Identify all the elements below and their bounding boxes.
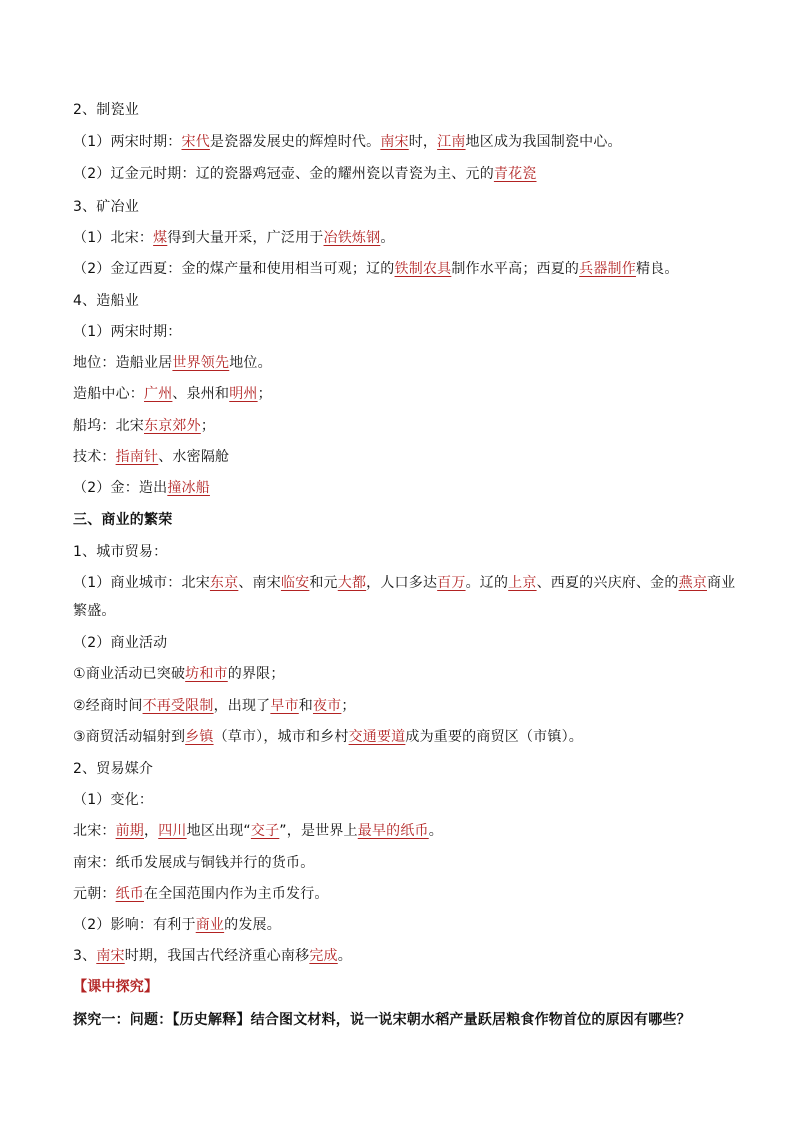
text-line	[73, 478, 210, 498]
highlighted-answer: 百万	[437, 575, 466, 591]
highlighted-answer: 交通要道	[348, 729, 406, 745]
text-line	[73, 727, 583, 747]
text-line	[73, 1010, 691, 1030]
text-segment: 是瓷器发展史的辉煌时代。	[209, 134, 381, 150]
text-segment: 在全国范围内作为主币发行。	[144, 886, 329, 902]
text-line	[73, 228, 395, 248]
text-line	[73, 977, 158, 997]
text-line	[73, 100, 139, 120]
text-segment: （2）影响：有利于	[73, 917, 196, 933]
text-segment: ；	[341, 698, 356, 714]
highlighted-answer: 广州	[144, 386, 173, 402]
text-segment: 三、商业的繁荣	[73, 512, 173, 528]
text-segment: 技术：	[73, 449, 116, 465]
highlighted-answer: 冶铁炼钢	[323, 230, 381, 246]
section-heading: 【课中探究】	[73, 979, 159, 995]
text-segment: 得到大量开采，广泛用于	[167, 230, 324, 246]
text-line	[73, 132, 622, 152]
text-line	[73, 853, 314, 873]
text-segment: 2、制瓷业	[73, 102, 139, 118]
highlighted-answer: 南宋	[96, 948, 125, 964]
text-segment: ；	[200, 418, 216, 434]
text-line	[73, 291, 139, 311]
text-line	[73, 416, 215, 436]
text-line	[73, 573, 735, 593]
text-segment: 。	[380, 230, 395, 246]
highlighted-answer: 上京	[508, 575, 537, 591]
text-segment: 、西夏的兴庆府、金的	[536, 575, 679, 591]
highlighted-answer: 前期	[115, 823, 145, 839]
text-line	[73, 164, 537, 184]
text-segment: 。辽的	[465, 575, 509, 591]
text-segment: 3、	[73, 948, 97, 964]
text-segment: ；	[257, 386, 272, 402]
highlighted-answer: 不再受限制	[142, 698, 214, 714]
highlighted-answer: 纸币	[115, 886, 145, 902]
highlighted-answer: 指南针	[115, 449, 159, 465]
highlighted-answer: 青花瓷	[493, 166, 537, 182]
highlighted-answer: 世界领先	[172, 355, 230, 371]
text-segment: 的发展。	[224, 917, 281, 933]
highlighted-answer: 燕京	[678, 575, 707, 591]
text-segment: （1）商业城市：北宋	[73, 575, 210, 591]
text-segment: ，	[144, 823, 159, 839]
highlighted-answer: 乡镇	[185, 729, 214, 745]
text-line	[73, 915, 281, 935]
highlighted-answer: 最早的纸币	[357, 823, 429, 839]
text-segment: 成为重要的商贸区（市镇）。	[405, 729, 583, 745]
text-segment: 南宋：纸币发展成与铜钱并行的货币。	[73, 855, 315, 871]
text-segment: 精良。	[635, 261, 679, 277]
text-segment: 、泉州和	[172, 386, 230, 402]
text-line	[73, 759, 153, 779]
text-segment: 地区成为我国制瓷中心。	[465, 134, 622, 150]
text-segment: 北宋：	[73, 823, 116, 839]
text-segment: 1、城市贸易：	[73, 544, 168, 560]
text-segment: ，人口多达	[366, 575, 438, 591]
text-line	[73, 510, 172, 530]
highlighted-answer: 宋代	[181, 134, 210, 150]
text-segment: 时期，我国古代经济重心南移	[124, 948, 310, 964]
text-line	[73, 821, 443, 841]
text-segment: ①商业活动已突破	[73, 666, 186, 682]
text-segment: （1）两宋时期：	[73, 134, 182, 150]
text-segment: （2）辽金元时期：辽的瓷器鸡冠壶、金的耀州瓷以青瓷为主、元的	[73, 166, 494, 182]
text-line	[73, 197, 139, 217]
text-segment: （草市），城市和乡村	[213, 729, 349, 745]
text-segment: （2）金：造出	[73, 480, 168, 496]
highlighted-answer: 夜市	[312, 698, 342, 714]
text-segment: （1）两宋时期：	[73, 324, 182, 340]
text-line	[73, 259, 679, 279]
highlighted-answer: 东京	[209, 575, 239, 591]
text-line	[73, 790, 153, 810]
text-segment: 地位。	[229, 355, 272, 371]
highlighted-answer: 东京郊外	[144, 418, 201, 434]
text-segment: 。	[337, 948, 352, 964]
highlighted-answer: 坊和市	[185, 666, 228, 682]
text-line	[73, 664, 285, 684]
text-segment: 和元	[309, 575, 338, 591]
text-segment: 。	[428, 823, 443, 839]
text-line	[73, 322, 182, 342]
highlighted-answer: 商业	[195, 917, 225, 933]
text-segment: 船坞：北宋	[73, 418, 144, 434]
highlighted-answer: 南宋	[380, 134, 409, 150]
text-segment: ②经商时间	[73, 698, 143, 714]
text-segment: 2、贸易媒介	[73, 761, 154, 777]
text-line	[73, 447, 229, 467]
text-line	[73, 696, 356, 716]
text-segment: 、南宋	[238, 575, 281, 591]
text-segment: 商业	[706, 575, 736, 591]
text-segment: 和	[298, 698, 313, 714]
text-line	[73, 542, 167, 562]
highlighted-answer: 临安	[280, 575, 310, 591]
text-segment: 4、造船业	[73, 293, 139, 309]
text-segment: （1）变化：	[73, 792, 154, 808]
text-segment: 探究一：问题：【历史解释】结合图文材料，说一说宋朝水稻产量跃居粮食作物首位的原因有哪些？	[73, 1012, 691, 1028]
text-line	[73, 384, 272, 404]
highlighted-answer: 煤	[153, 230, 168, 246]
highlighted-answer: 江南	[437, 134, 466, 150]
text-line	[73, 884, 329, 904]
text-segment: 、水密隔舱	[158, 449, 230, 465]
text-segment: 元朝：	[73, 886, 116, 902]
text-segment: 地区出现“	[186, 823, 251, 839]
text-segment: （2）商业活动	[73, 635, 168, 651]
text-segment: 地位：造船业居	[73, 355, 173, 371]
text-segment: 制作水平高；西夏的	[451, 261, 580, 277]
highlighted-answer: 铁制农具	[394, 261, 452, 277]
text-segment: （1）北宋：	[73, 230, 154, 246]
highlighted-answer: 大都	[337, 575, 367, 591]
text-segment: ③商贸活动辐射到	[73, 729, 186, 745]
highlighted-answer: 完成	[309, 948, 338, 964]
text-segment: ”，是世界上	[279, 823, 358, 839]
text-line	[73, 353, 272, 373]
text-segment: 3、矿冶业	[73, 199, 139, 215]
highlighted-answer: 撞冰船	[167, 480, 210, 496]
text-segment: 时，	[408, 134, 438, 150]
text-line	[73, 946, 352, 966]
text-segment: 繁盛。	[73, 603, 116, 619]
text-segment: （2）金辽西夏：金的煤产量和使用相当可观；辽的	[73, 261, 395, 277]
text-segment: 的界限；	[227, 666, 285, 682]
highlighted-answer: 明州	[229, 386, 258, 402]
text-line	[73, 601, 116, 621]
text-line	[73, 633, 167, 653]
highlighted-answer: 交子	[250, 823, 280, 839]
text-segment: ，出现了	[213, 698, 271, 714]
highlighted-answer: 四川	[158, 823, 187, 839]
text-segment: 造船中心：	[73, 386, 144, 402]
highlighted-answer: 兵器制作	[579, 261, 636, 277]
highlighted-answer: 早市	[270, 698, 299, 714]
